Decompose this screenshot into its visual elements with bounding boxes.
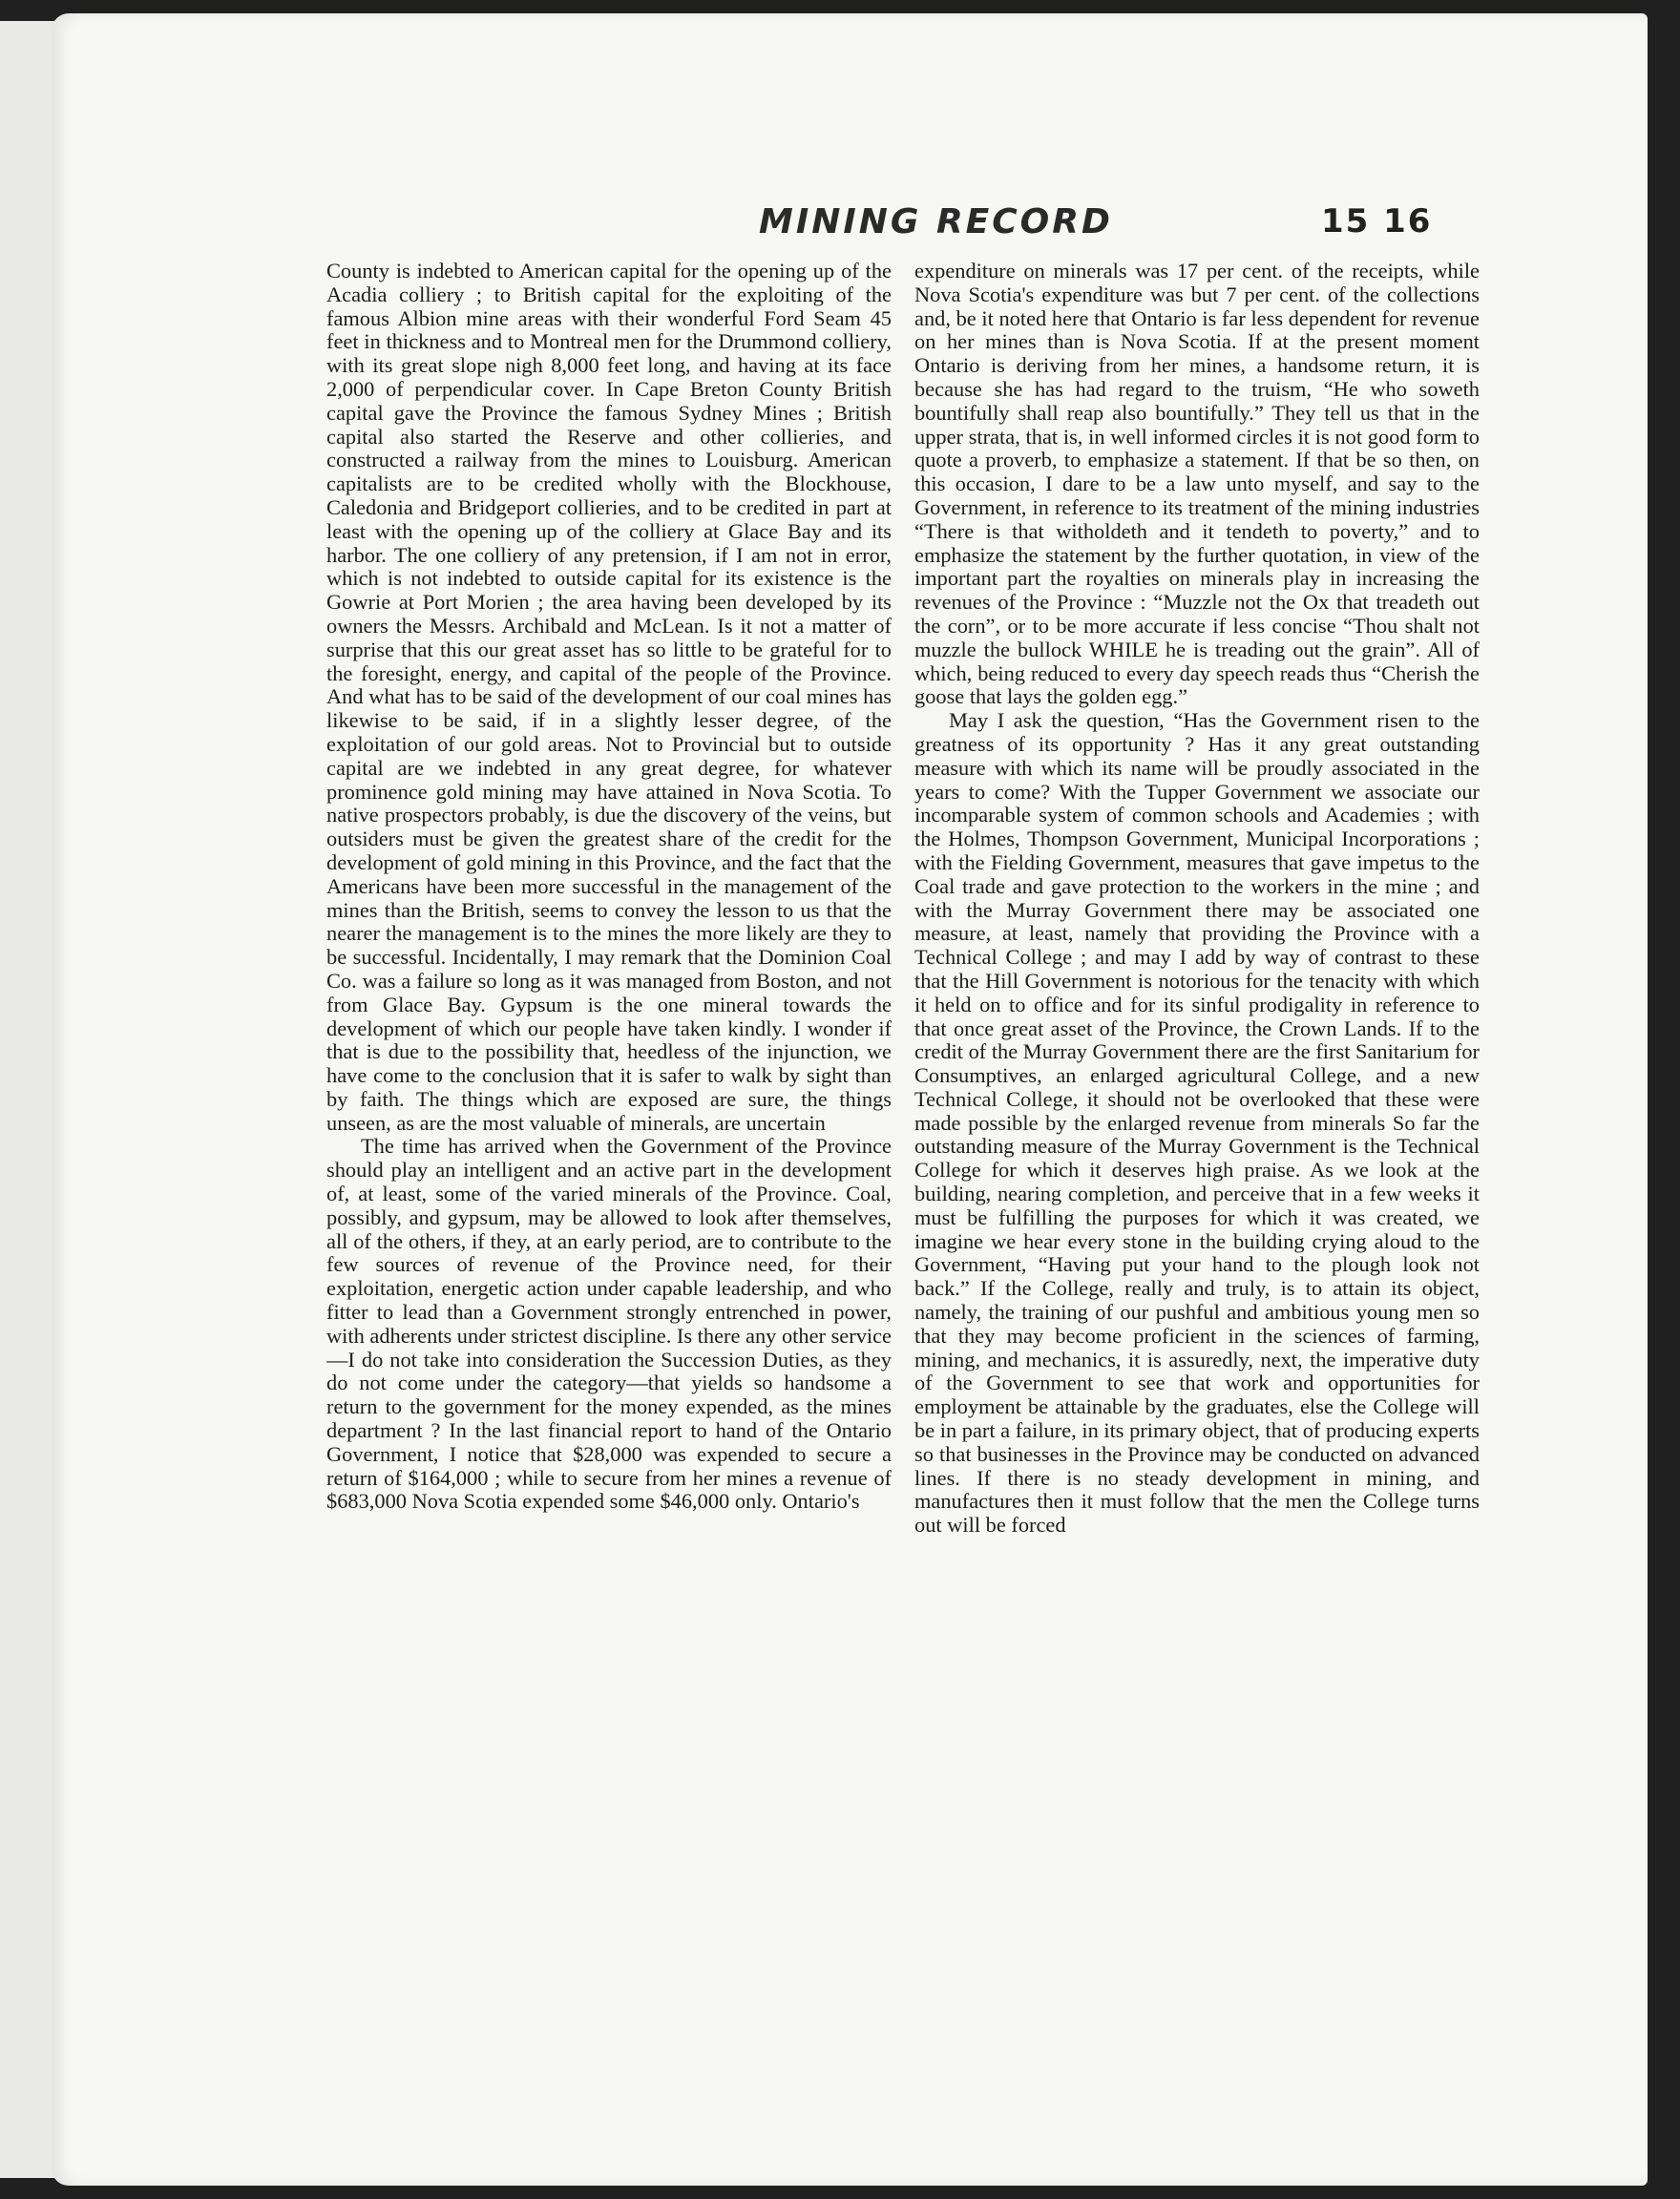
- publication-title: MINING RECORD: [759, 202, 1113, 241]
- right-paragraph-1: expenditure on minerals was 17 per cent. of the receipts, while Nova Scotia's expenditure was but 7 per cent. of the collections and, be it noted here that Ontario is far less dependent for revenue on her mines than is Nova Scotia. If at the present moment Ontario is deriving from her mines, a handsome return, it is because she has had regard to the truism, “He who soweth bountifully shall reap also bountifully.” They tell us that in the upper strata, that is, in well informed circles it is not good form to quote a proverb, to emphasize a statement. If that be so then, on this occasion, I dare to be a law unto myself, and say to the Government, in reference to its treatment of the mining industries “There is that witholdeth and it tendeth to poverty,” and to emphasize the statement by the further quotation, in view of the important part the royalties on minerals play in increasing the revenues of the Province : “Muzzle not the Ox that treadeth out the corn”, or to be more accurate if less concise “Thou shalt not muzzle the bullock WHILE he is treading out the grain”. All of which, being reduced to every day speech reads thus “Cherish the goose that lays the golden egg.”: [914, 260, 1480, 709]
- running-header: [328, 202, 1441, 260]
- right-paragraph-2: May I ask the question, “Has the Government risen to the greatness of its opportunity ? Has it any great outstanding measure with which its name will be proudly associated in the years to come? With the Tupper Government we associate our incomparable system of common schools and Academies ; with the Holmes, Thompson Government, Municipal Incorporations ; with the Fielding Government, measures that gave impetus to the Coal trade and gave protection to the workers in the mine ; and with the Murray Government there may be associated one measure, at least, namely that providing the Province with a Technical College ; and may I add by way of contrast to these that the Hill Government is notorious for the tenacity with which it held on to office and for its sinful prodigality in reference to that once great asset of the Province, the Crown Lands. If to the credit of the Murray Government there are the first Sanitarium for Consumptives, an enlarged agricultural College, and a new Technical College, it should not be overlooked that these were made possible by the enlarged revenue from minerals So far the outstanding measure of the Murray Government is the Technical College for which it deserves high praise. As we look at the building, nearing completion, and perceive that in a few weeks it must be fulfilling the purposes for which it was created, we imagine we hear every stone in the building crying aloud to the Government, “Having put your hand to the plough look not back.” If the College, really and truly, is to attain its object, namely, the training of our pushful and ambitious young men so that they may become proficient in the sciences of farming, mining, and mechanics, it is assuredly, next, the imperative duty of the Government to see that work and opportunities for employment be attainable by the graduates, else the College will be in part a failure, in its primary object, that of producing experts so that businesses in the Province may be conducted on advanced lines. If there is no steady development in mining, and manufactures then it must follow that the men the College turns out will be forced: [914, 708, 1480, 1538]
- left-paragraph-1: County is indebted to American capital for the opening up of the Acadia colliery ; to British capital for the exploiting of the famous Albion mine areas with their wonderful Ford Seam 45 feet in thickness and to Montreal men for the Drummond colliery, with its great slope nigh 8,000 feet long, and having at its face 2,000 of perpendicular cover. In Cape Breton County British capital gave the Province the famous Sydney Mines ; British capital also started the Reserve and other collieries, and constructed a railway from the mines to Louisburg. American capitalists are to be credited wholly with the Blockhouse, Caledonia and Bridgeport collieries, and to be credited in part at least with the opening up of the colliery at Glace Bay and its harbor. The one colliery of any pretension, if I am not in error, which is not indebted to outside capital for its existence is the Gowrie at Port Morien ; the area having been developed by its owners the Messrs. Archibald and McLean. Is it not a matter of surprise that this our great asset has so little to be grateful for to the foresight, energy, and capital of the people of the Province. And what has to be said of the development of our coal mines has likewise to be said, if in a slightly lesser degree, of the exploitation of our gold areas. Not to Provincial but to outside capital are we indebted in any great degree, for whatever prominence gold mining may have attained in Nova Scotia. To native prospectors probably, is due the discovery of the veins, but outsiders must be given the greatest share of the credit for the development of gold mining in this Province, and the fact that the Americans have been more successful in the management of the mines than the British, seems to convey the lesson to us that the nearer the management is to the mines the more likely are they to be successful. Incidentally, I may remark that the Dominion Coal Co. was a failure so long as it was managed from Boston, and not from Glace Bay. Gypsum is the one mineral towards the development of which our people have taken kindly. I wonder if that is due to the possibility that, heedless of the injunction, we have come to the conclusion that it is safer to walk by sight than by faith. The things which are exposed are sure, the things unseen, as are the most valuable of minerals, are uncertain: [326, 260, 892, 1135]
- right-text-column: [914, 260, 1480, 1974]
- left-text-column: [326, 260, 892, 1974]
- left-paragraph-2: The time has arrived when the Government of the Province should play an intelligent and an active part in the development of, at least, some of the varied minerals of the Province. Coal, possibly, and gypsum, may be allowed to look after themselves, all of the others, if they, at an early period, are to contribute to the few sources of revenue of the Province need, for their exploitation, energetic action under capable leadership, and who fitter to lead than a Government strongly entrenched in power, with adherents under strictest discipline. Is there any other service—I do not take into consideration the Succession Duties, as they do not come under the category—that yields so handsome a return to the government for the money expended, as the mines department ? In the last financial report to hand of the Ontario Government, I notice that $28,000 was expended to secure a return of $164,000 ; while to secure from her mines a revenue of $683,000 Nova Scotia expended some $46,000 only. Ontario's: [326, 1134, 892, 1514]
- page-number: 15 16: [1321, 202, 1433, 241]
